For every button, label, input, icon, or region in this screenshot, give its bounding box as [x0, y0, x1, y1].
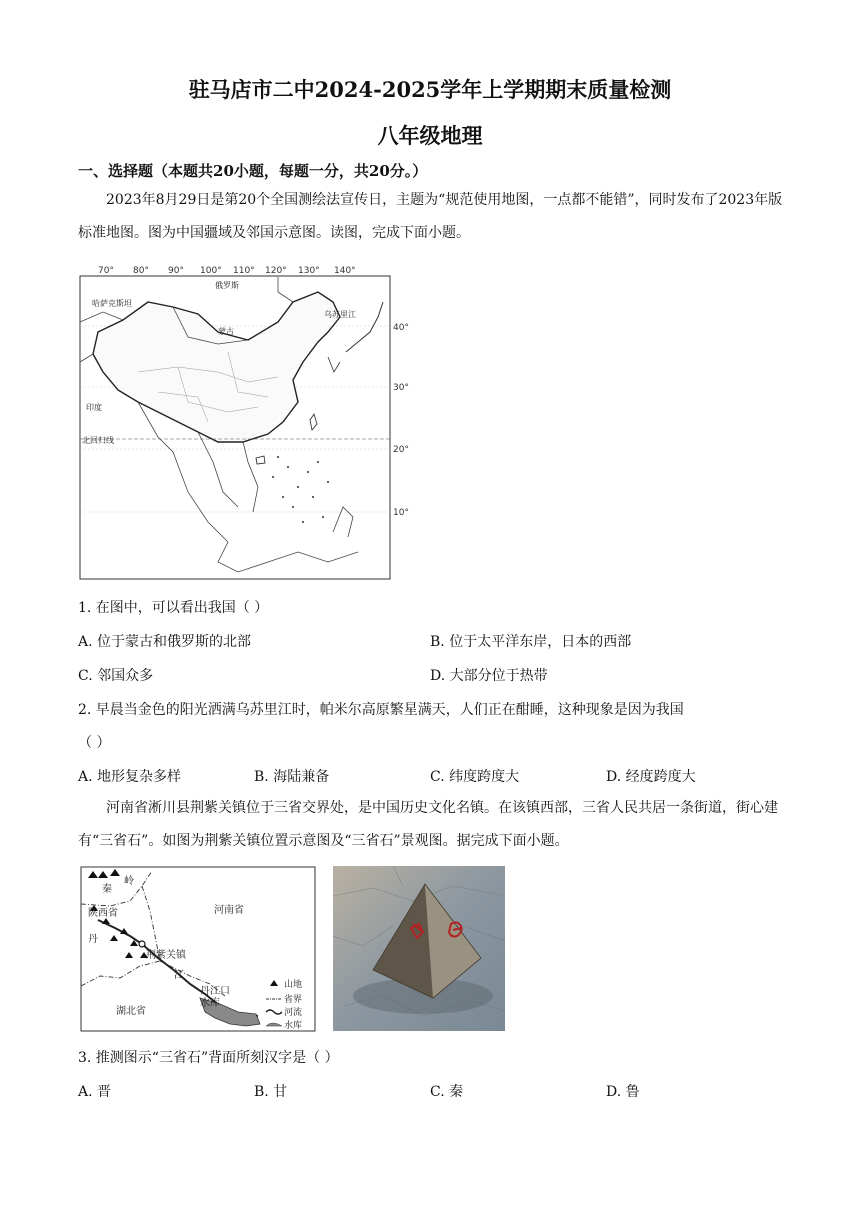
legend-river: 河流 — [284, 1008, 303, 1018]
label-mongolia: 蒙古 — [218, 327, 234, 336]
lat-label: 40° — [393, 323, 409, 333]
legend-border: 省界 — [284, 995, 303, 1005]
label-ussuri: 乌苏里江 — [324, 310, 356, 319]
lon-label: 130° — [298, 266, 320, 276]
q3-option-a[interactable]: A. 晋 — [78, 1084, 112, 1100]
question-3-stem: 3. 推测图示“三省石”背面所刻汉字是（ ） — [78, 1050, 339, 1066]
exam-title: 驻马店市二中2024-2025学年上学期期末质量检测 — [188, 77, 672, 102]
question-1-stem: 1. 在图中，可以看出我国（ ） — [78, 600, 269, 616]
label-qin: 秦 — [102, 884, 112, 895]
lat-label: 30° — [393, 383, 409, 393]
three-province-stone-photo — [333, 866, 505, 1031]
q2-option-d[interactable]: D. 经度跨度大 — [606, 769, 696, 785]
lon-label: 70° — [98, 266, 114, 276]
lon-label: 80° — [133, 266, 149, 276]
label-kazakhstan: 哈萨克斯坦 — [92, 299, 132, 308]
label-russia: 俄罗斯 — [215, 281, 239, 290]
label-hubei: 湖北省 — [116, 1006, 146, 1017]
lon-label: 100° — [200, 266, 222, 276]
lat-label: 20° — [393, 445, 409, 455]
q3-option-d[interactable]: D. 鲁 — [606, 1084, 640, 1100]
label-india: 印度 — [86, 403, 102, 412]
label-jiang: 江 — [174, 970, 184, 981]
q1-option-d[interactable]: D. 大部分位于热带 — [430, 668, 548, 684]
exam-subtitle: 八年级地理 — [377, 123, 483, 148]
label-reservoir-word: 水库 — [200, 998, 220, 1009]
label-henan: 河南省 — [214, 905, 244, 916]
passage-1: 2023年8月29日是第20个全国测绘法宣传日，主题为“规范使用地图，一点都不能错”，同时发布了2023年版标准地图。图为中国疆域及邻国示意图。读图，完成下面小题。 — [78, 192, 783, 241]
q1-option-b[interactable]: B. 位于太平洋东岸，日本的西部 — [430, 634, 632, 650]
legend-mountain: 山地 — [284, 980, 303, 990]
section-heading: 一、选择题（本题共20小题，每题一分，共20分。） — [78, 162, 428, 180]
q2-option-c[interactable]: C. 纬度跨度大 — [430, 769, 520, 785]
label-reservoir-name: 丹江口 — [200, 986, 230, 997]
q2-option-b[interactable]: B. 海陆兼备 — [254, 769, 330, 785]
label-dan: 丹 — [88, 934, 98, 945]
lon-label: 90° — [168, 266, 184, 276]
lon-label: 120° — [265, 266, 287, 276]
legend-reservoir: 水库 — [284, 1021, 303, 1031]
q2-option-a[interactable]: A. 地形复杂多样 — [78, 769, 182, 785]
china-territory-map — [78, 262, 412, 582]
passage-2: 河南省淅川县荆紫关镇位于三省交界处，是中国历史文化名镇。在该镇西部，三省人民共居一条街道，街心建有“三省石”。如图为荆紫关镇位置示意图及“三省石”景观图。据完成下面小题。 — [78, 800, 778, 849]
q1-option-c[interactable]: C. 邻国众多 — [78, 668, 154, 684]
jingziguan-location-map — [80, 866, 316, 1032]
lat-label: 10° — [393, 508, 409, 518]
q1-option-a[interactable]: A. 位于蒙古和俄罗斯的北部 — [78, 634, 252, 650]
lon-label: 110° — [233, 266, 255, 276]
label-town: 荆紫关镇 — [146, 950, 186, 961]
lon-label: 140° — [334, 266, 356, 276]
label-tropic: 北回归线 — [82, 436, 114, 445]
q3-option-c[interactable]: C. 秦 — [430, 1084, 464, 1100]
question-2-stem-cont: （ ） — [78, 735, 111, 751]
label-ling: 岭 — [124, 876, 134, 887]
label-shaanxi: 陕西省 — [88, 908, 118, 919]
q3-option-b[interactable]: B. 甘 — [254, 1084, 288, 1100]
question-2-stem: 2. 早晨当金色的阳光洒满乌苏里江时，帕米尔高原繁星满天，人们正在酣睡，这种现象是因为我国 — [78, 702, 684, 718]
